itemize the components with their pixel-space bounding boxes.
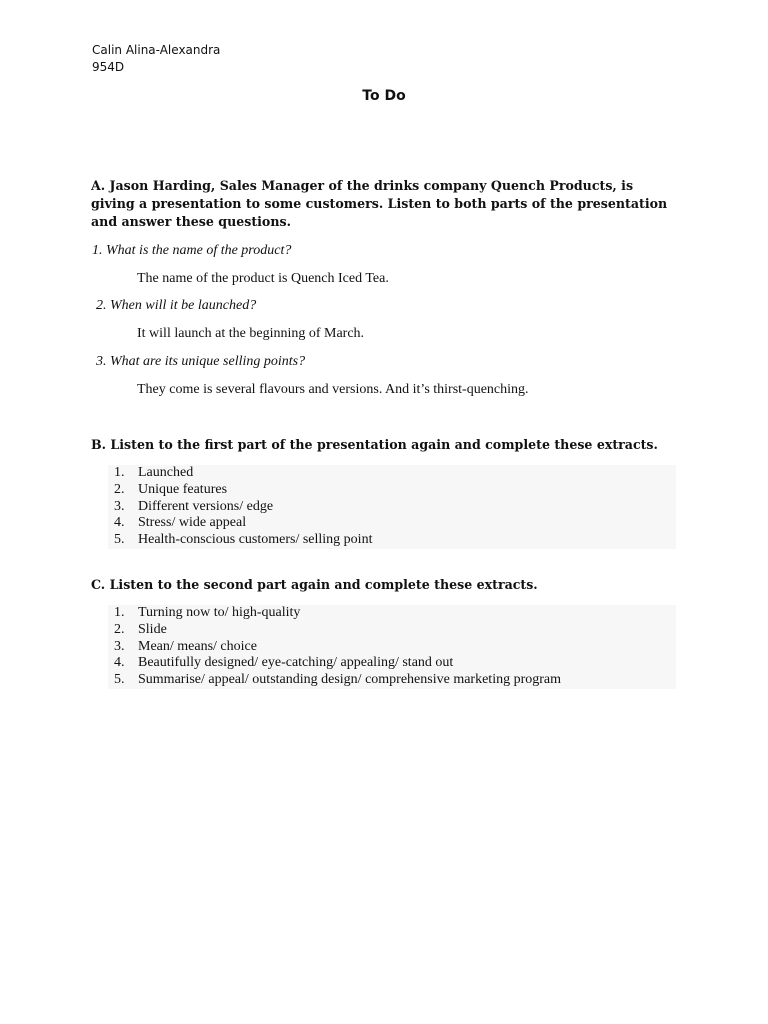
question-2: 2. When will it be launched? <box>96 298 257 313</box>
author-name: Calin Alina-Alexandra <box>92 43 221 57</box>
list-item-text: Slide <box>138 621 167 637</box>
list-item-number: 1. <box>114 465 125 480</box>
list-item-number: 4. <box>114 655 125 671</box>
list-item <box>108 532 676 549</box>
list-item <box>108 605 676 622</box>
list-item-number: 4. <box>114 515 125 531</box>
list-item-text: Health-conscious customers/ selling point <box>138 532 373 548</box>
section-b-heading: B. Listen to the first part of the presentation again and complete these extracts. <box>91 437 658 452</box>
list-item-text: Mean/ means/ choice <box>138 638 257 654</box>
list-item-number: 2. <box>114 481 125 497</box>
section-c-heading: C. Listen to the second part again and complete these extracts. <box>91 577 538 592</box>
list-item <box>108 655 676 672</box>
list-item-number: 2. <box>114 621 125 637</box>
list-item <box>108 672 676 689</box>
answer-2: It will launch at the beginning of March. <box>137 326 365 341</box>
list-item-text: Unique features <box>138 481 228 497</box>
list-item <box>108 515 676 532</box>
list-item-text: Different versions/ edge <box>138 498 274 514</box>
document-header <box>92 42 220 76</box>
list-item-number: 5. <box>114 672 125 688</box>
question-3: 3. What are its unique selling points? <box>96 354 306 369</box>
group-code: 954D <box>92 60 125 74</box>
list-item <box>108 482 676 499</box>
list-item-number: 1. <box>114 605 125 620</box>
list-item <box>108 622 676 639</box>
list-item <box>108 499 676 516</box>
section-a-heading: A. Jason Harding, Sales Manager of the drinks company Quench Products, is giving a presentation to some customers. Listen to both parts of the presentation and answer these questions. <box>91 178 668 229</box>
answer-3: They come is several flavours and versions. And it’s thirst-quenching. <box>137 382 529 397</box>
page-title: To Do <box>362 88 406 104</box>
list-item-number: 3. <box>114 638 125 654</box>
question-1: 1. What is the name of the product? <box>92 243 292 258</box>
list-item-text: Turning now to/ high-quality <box>138 605 301 620</box>
list-item <box>108 639 676 656</box>
list-item-text: Stress/ wide appeal <box>138 515 247 531</box>
section-c-list <box>108 605 676 689</box>
list-item-text: Beautifully designed/ eye-catching/ appealing/ stand out <box>138 655 454 671</box>
list-item-number: 3. <box>114 498 125 514</box>
list-item-number: 5. <box>114 532 125 548</box>
section-b-list <box>108 465 676 549</box>
list-item-text: Launched <box>138 465 194 480</box>
list-item <box>108 465 676 482</box>
answer-1: The name of the product is Quench Iced Tea. <box>137 271 389 286</box>
list-item-text: Summarise/ appeal/ outstanding design/ comprehensive marketing program <box>138 672 562 688</box>
